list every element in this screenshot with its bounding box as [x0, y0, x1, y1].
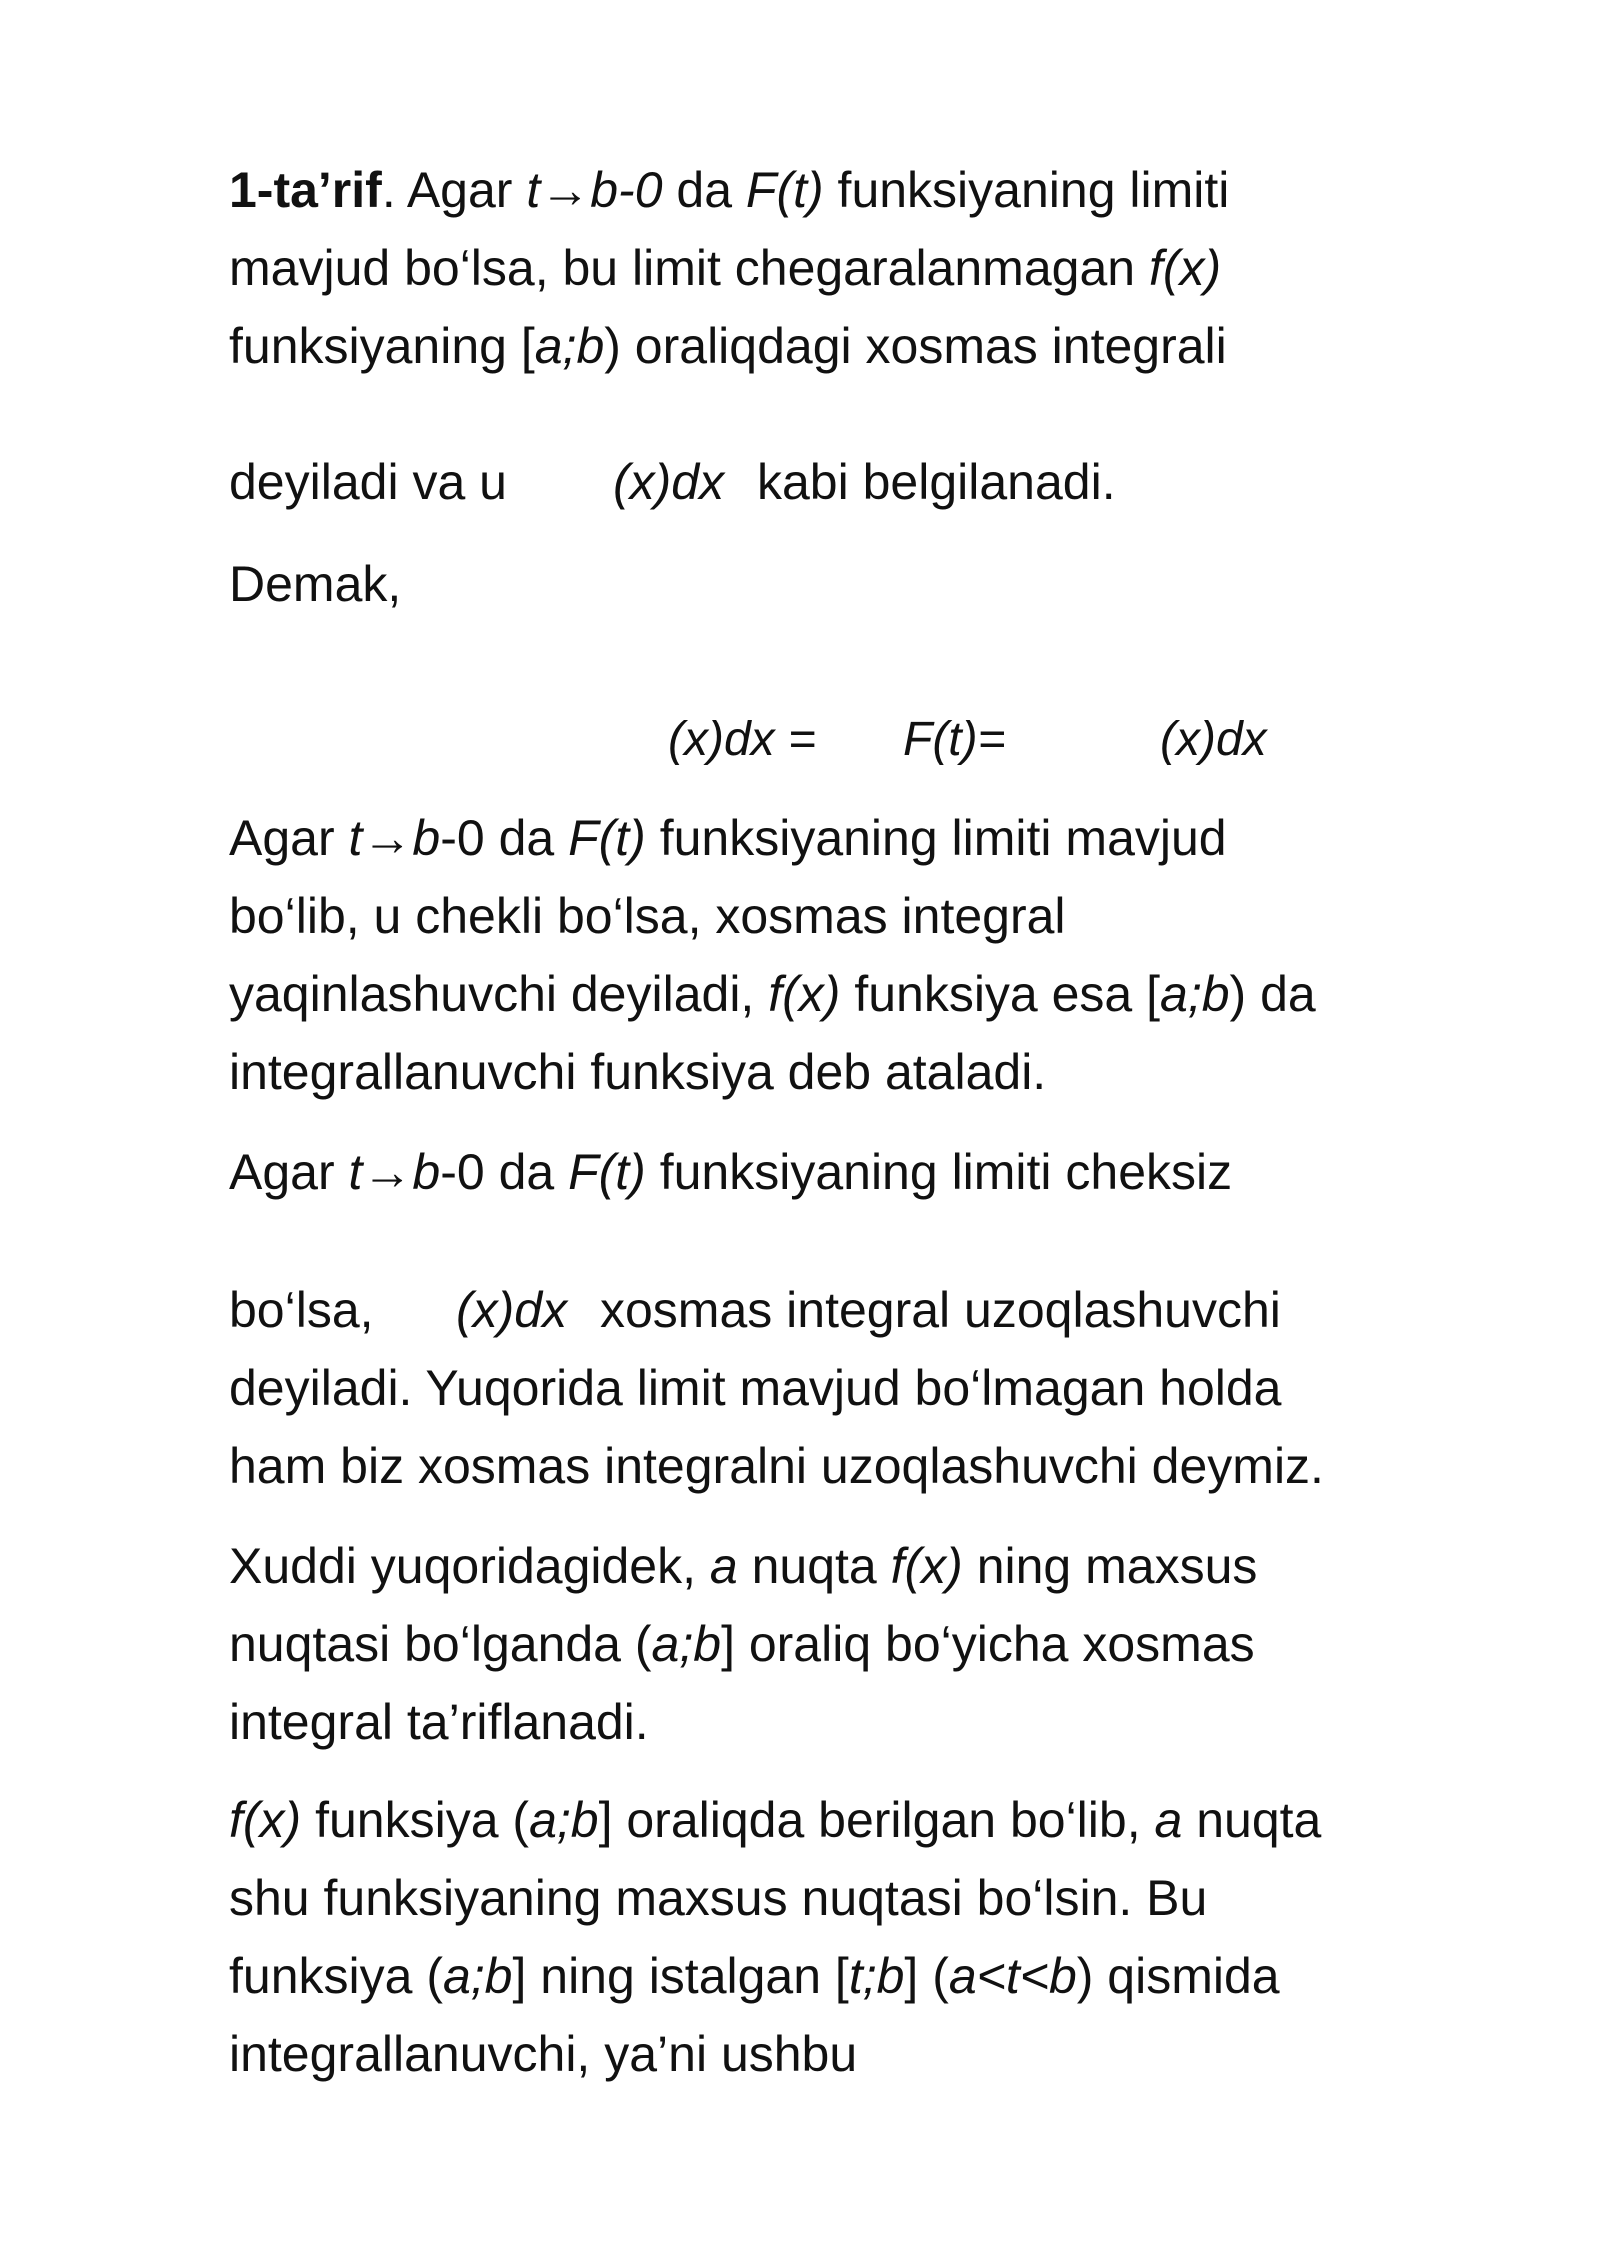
- xuddi-line-1: Xuddi yuqoridagidek, a nuqta f(x) ning maxsus: [229, 1538, 1258, 1594]
- integrand-expression: (x)dx: [613, 454, 725, 510]
- definition-label: 1-ta’rif: [229, 162, 382, 218]
- convergence-line-4: integrallanuvchi funksiya deb ataladi.: [229, 1044, 1047, 1100]
- definition-line-4-end: kabi belgilanadi.: [757, 454, 1116, 510]
- last-line-4: integrallanuvchi, ya’ni ushbu: [229, 2026, 858, 2082]
- divergence-line-3: deyiladi. Yuqorida limit mavjud bo‘lmagan holda: [229, 1360, 1282, 1416]
- xuddi-line-3: integral ta’riflanadi.: [229, 1694, 649, 1750]
- definition-line-1: 1-ta’rif. Agar t→b-0 da F(t) funksiyaning limiti: [229, 162, 1230, 218]
- formula-part-2: F(t)=: [903, 713, 1006, 766]
- definition-line-4-start: deyiladi va u: [229, 454, 507, 510]
- divergence-line-4: ham biz xosmas integralni uzoqlashuvchi deymiz.: [229, 1438, 1324, 1494]
- convergence-line-2: bo‘lib, u chekli bo‘lsa, xosmas integral: [229, 888, 1066, 944]
- demak-line: Demak,: [229, 556, 402, 612]
- last-line-3: funksiya (a;b] ning istalgan [t;b] (a<t<b) qismida: [229, 1948, 1280, 2004]
- divergence-integrand: (x)dx: [456, 1282, 568, 1338]
- last-line-1: f(x) funksiya (a;b] oraliqda berilgan bo‘lib, a nuqta: [229, 1792, 1322, 1848]
- xuddi-line-2: nuqtasi bo‘lganda (a;b] oraliq bo‘yicha xosmas: [229, 1616, 1255, 1672]
- formula-part-3: (x)dx: [1160, 713, 1267, 766]
- formula-part-1: (x)dx =: [668, 713, 817, 766]
- definition-line-2: mavjud bo‘lsa, bu limit chegaralanmagan f(x): [229, 240, 1222, 296]
- last-line-2: shu funksiyaning maxsus nuqtasi bo‘lsin. Bu: [229, 1870, 1208, 1926]
- convergence-line-1: Agar t→b-0 da F(t) funksiyaning limiti mavjud: [229, 810, 1227, 866]
- convergence-line-3: yaqinlashuvchi deyiladi, f(x) funksiya esa [a;b) da: [229, 966, 1316, 1022]
- definition-line-3: funksiyaning [a;b) oraliqdagi xosmas integrali: [229, 318, 1227, 374]
- divergence-line-1: Agar t→b-0 da F(t) funksiyaning limiti cheksiz: [229, 1144, 1233, 1200]
- divergence-line-2-start: bo‘lsa,: [229, 1282, 374, 1338]
- divergence-line-2-end: xosmas integral uzoqlashuvchi: [600, 1282, 1281, 1338]
